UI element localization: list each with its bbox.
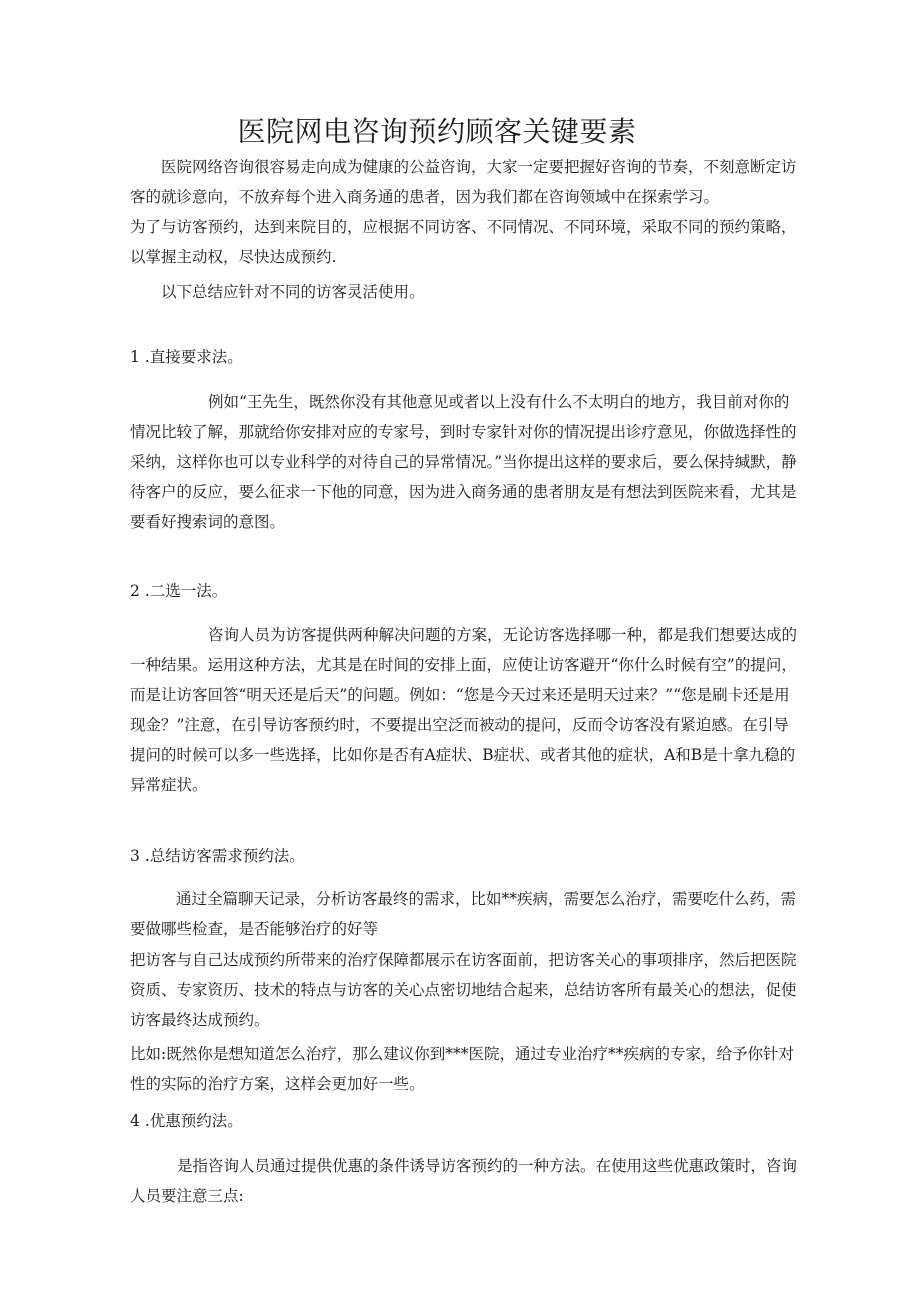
section-paragraph: 咨询人员为访客提供两种解决问题的方案，无论访客选择哪一种，都是我们想要达成的一种结果。运用这种方法，尤其是在时间的安排上面，应使让访客避开“你什么时候有空”的提问，而是让访客回答“明天还是后天”的问题。例如：“您是今天过来还是明天过来？”“您是刷卡还是用现金？”注意，在引导访客预约时，不要提出空泛而被动的提问，反而令访客没有紧迫感。在引导提问的时候可以多一些选择，比如你是否有A症状、B症状、或者其他的症状，A和B是十拿九稳的异常症状。 [130, 626, 798, 794]
intro-paragraph: 为了与访客预约，达到来院目的，应根据不同访客、不同情况、不同环境，采取不同的预约策略，以掌握主动权，尽快达成预约. [130, 218, 797, 266]
section-heading: 4 .优惠预约法。 [130, 1112, 243, 1130]
section-heading: 1 .直接要求法。 [130, 348, 243, 366]
section-paragraph: 是指咨询人员通过提供优惠的条件诱导访客预约的一种方法。在使用这些优惠政策时，咨询人员要注意三点: [130, 1157, 798, 1205]
intro-paragraph: 以下总结应针对不同的访客灵活使用。 [161, 283, 425, 301]
intro-paragraph: 医院网络咨询很容易走向成为健康的公益咨询，大家一定要把握好咨询的节奏，不刻意断定访客的就诊意向，不放弃每个进入商务通的患者，因为我们都在咨询领域中在探索学习。 [130, 158, 797, 206]
section-heading: 3 .总结访客需求预约法。 [130, 847, 305, 865]
section-heading: 2 .二选一法。 [130, 582, 228, 600]
section-paragraph: 例如“王先生，既然你没有其他意见或者以上没有什么不太明白的地方，我目前对你的情况比较了解，那就给你安排对应的专家号，到时专家针对你的情况提出诊疗意见，你做选择性的采纳，这样你也可以专业科学的对待自己的异常情况。”当你提出这样的要求后，要么保持缄默，静待客户的反应，要么征求一下他的同意，因为进入商务通的患者朋友是有想法到医院来看，尤其是要看好搜索词的意图。 [130, 393, 797, 531]
section-paragraph: 比如:既然你是想知道怎么治疗，那么建议你到***医院，通过专业治疗**疾病的专家，给予你针对性的实际的治疗方案，这样会更加好一些。 [130, 1045, 794, 1093]
section-paragraph: 通过全篇聊天记录，分析访客最终的需求，比如**疾病，需要怎么治疗，需要吃什么药，需要做哪些检查，是否能够治疗的好等 [130, 890, 797, 938]
section-paragraph: 把访客与自己达成预约所带来的治疗保障都展示在访客面前，把访客关心的事项排序，然后把医院资质、专家资历、技术的特点与访客的关心点密切地结合起来，总结访客所有最关心的想法，促使访客最终达成预约。 [130, 951, 797, 1029]
document-title: 医院网电咨询预约顾客关键要素 [237, 115, 637, 148]
